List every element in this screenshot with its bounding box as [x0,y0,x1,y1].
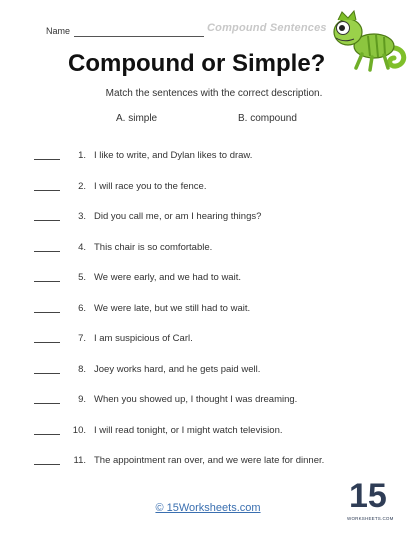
sentence-text: The appointment ran over, and we were late for dinner. [94,455,325,466]
sentence-text: I like to write, and Dylan likes to draw. [94,150,253,161]
answer-blank[interactable] [34,394,60,404]
item-number: 6. [78,302,86,314]
list-item [34,181,404,212]
answer-blank[interactable] [34,181,60,191]
sentence-list [34,150,404,486]
answer-blank[interactable] [34,272,60,282]
answer-blank[interactable] [34,364,60,374]
answer-blank[interactable] [34,425,60,435]
item-number: 7. [78,333,86,344]
list-item [34,150,404,181]
sentence-text: I will read tonight, or I might watch television. [94,424,283,436]
worksheet-header [0,0,416,48]
sentence-text: Did you call me, or am I hearing things? [94,211,262,222]
name-line [74,36,204,37]
list-item [34,425,404,456]
item-number: 2. [78,180,86,192]
list-item [34,211,404,242]
item-number: 8. [78,363,86,375]
list-item [34,303,404,334]
item-number: 5. [78,272,86,283]
list-item [34,242,404,273]
logo-wordmark: WORKSHEETS.COM [347,516,394,521]
list-item [34,394,404,425]
list-item [34,364,404,395]
sentence-text: We were late, but we still had to wait. [94,302,251,314]
item-number: 1. [78,150,86,161]
option-compound: B. compound [238,113,297,124]
item-number: 10. [72,424,86,436]
sentence-text: I am suspicious of Carl. [94,333,193,344]
sentence-text: I will race you to the fence. [94,180,207,192]
worksheet-brand: Compound Sentences [207,22,327,34]
item-number: 11. [73,455,86,466]
sentence-text: This chair is so comfortable. [94,241,213,253]
copyright-link[interactable]: © 15Worksheets.com [155,502,261,514]
answer-blank[interactable] [34,455,60,465]
option-simple: A. simple [116,113,158,124]
answer-blank[interactable] [34,150,60,160]
name-label: Name [46,26,71,36]
answer-blank[interactable] [34,333,60,343]
list-item [34,272,404,303]
sentence-text: We were early, and we had to wait. [94,272,241,283]
worksheets-logo [347,477,394,525]
sentence-text: Joey works hard, and he gets paid well. [94,363,261,375]
sentence-text: When you showed up, I thought I was dreaming. [94,394,298,405]
item-number: 9. [78,394,86,405]
answer-blank[interactable] [34,211,60,221]
instructions: Match the sentences with the correct description. [105,88,323,99]
page-title: Compound or Simple? [68,50,326,77]
item-number: 4. [78,241,86,253]
answer-blank[interactable] [34,242,60,252]
list-item [34,333,404,364]
logo-number: 15 [349,477,387,515]
item-number: 3. [78,211,86,222]
answer-blank[interactable] [34,303,60,313]
